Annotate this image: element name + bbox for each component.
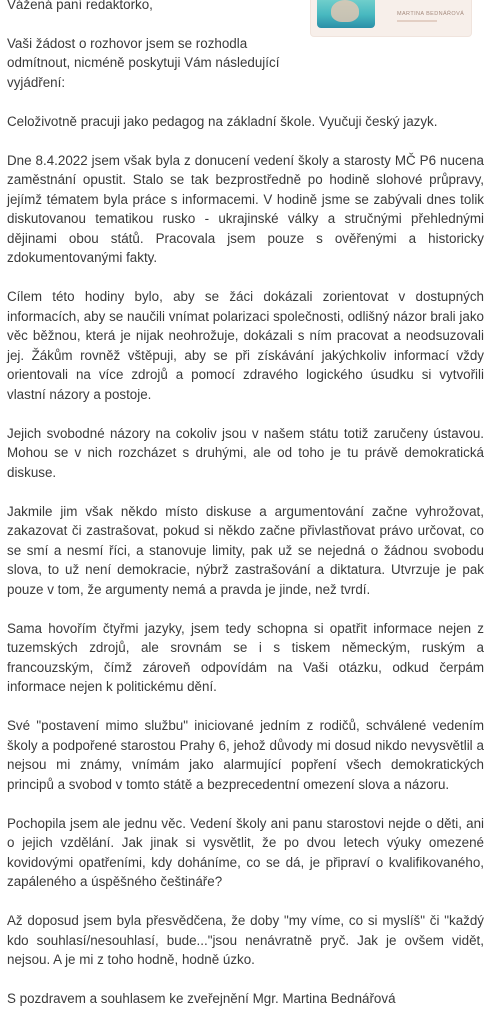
paragraph-1: Celoživotně pracuji jako pedagog na základní škole. Vyučuji český jazyk.: [7, 113, 438, 129]
paragraph-7: Své "postavení mimo službu" iniciované jedním z rodičů, schválené vedením školy a podpořené starostou Prahy 6, jehož důvody mi dosud nikdo nevysvětlil a nejsou mi známy, vnímám jako alarmující popření všech demokratických principů a svobod v tomto státě a bezprecedentní omezení slova a názoru.: [7, 718, 484, 792]
paragraph-6: Sama hovořím čtyřmi jazyky, jsem tedy schopna si opatřit informace nejen z tuzemských zdrojů, ale srovnám se i s tiskem německým, ruským a francouzským, čímž zároveň odpovídám na Vaši otázku, odkud čerpám informace nejen k politickému dění.: [7, 620, 484, 694]
paragraph-5: Jakmile jim však někdo místo diskuse a argumentování začne vyhrožovat, zakazovat či zastrašovat, pokud si někdo začne přivlastňovat právo určovat, co se smí a nesmí říci, a stanovuje limity, pak už se nejedná o žádnou svobodu slova, to už není demokracie, nýbrž zastrašování a diktatura. Utvrzuje je pak pouze v tom, že argumenty nemá a pravda je jinde, než tvrdí.: [7, 503, 484, 597]
paragraph-9: Až doposud jsem byla přesvědčena, že doby "my víme, co si myslíš" či "každý kdo souhlasí/nesouhlasí, bude..."jsou nenávratně pryč. Jak je ovšem vidět, nejsou. A je mi z toho hodně, hodně úzko.: [7, 913, 484, 967]
paragraph-4: Jejich svobodné názory na cokoliv jsou v našem státu totiž zaručeny ústavou. Mohou se v nich rozcházet s druhými, ale od toho je tu právě demokratická diskuse.: [7, 425, 484, 480]
letter-greeting: Vážená paní redaktorko,: [7, 0, 153, 12]
letter-closing: S pozdravem a souhlasem ke zveřejnění Mgr. Martina Bednářová: [7, 991, 396, 1006]
letter-body: [7, 0, 484, 1009]
paragraph-8: Pochopila jsem ale jednu věc. Vedení školy ani panu starostovi nejde o děti, ani o jejich vzdělání. Jak jinak si vysvětlit, že po dvou letech výuky omezené kovidovými opatřeními, kdy doháníme, co se dá, je připraví o kvalifikovaného, zapáleného a úspěšného češtináře?: [7, 815, 484, 889]
paragraph-2: Dne 8.4.2022 jsem však byla z donucení vedení školy a starosty MČ P6 nucena zaměstnání opustit. Stalo se tak bezprostředně po hodině slohové průpravy, jejímž tématem byla práce s informacemi. V hodině jsme se zabývali dnes tolik diskutovanou tematikou rusko - ukrajinské války a stručnými přehlednými dějinami obou států. Pracovala jsem pouze s ověřenými a historicky zdokumentovanými fakty.: [7, 152, 484, 265]
letter-intro: Vaši žádost o rozhovor jsem se rozhodla odmítnout, nicméně poskytuji Vám následující vyjádření:: [7, 35, 280, 90]
paragraph-3: Cílem této hodiny bylo, aby se žáci dokázali zorientovat v dostupných informacích, aby se naučili vnímat polarizaci společnosti, odlišný názor brali jako věc běžnou, která je nijak neohrožuje, dokázali s ním pracovat a neodsuzovali jej. Žákům rovněž vštěpuji, aby se při získávání jakýchkoliv informací vždy orientovali na více zdrojů a pomocí zdravého logického úsudku si vytvořili vlastní názory a postoje.: [7, 289, 484, 402]
book-author-label: MARTINA BEDNÁŘOVÁ: [397, 11, 465, 17]
